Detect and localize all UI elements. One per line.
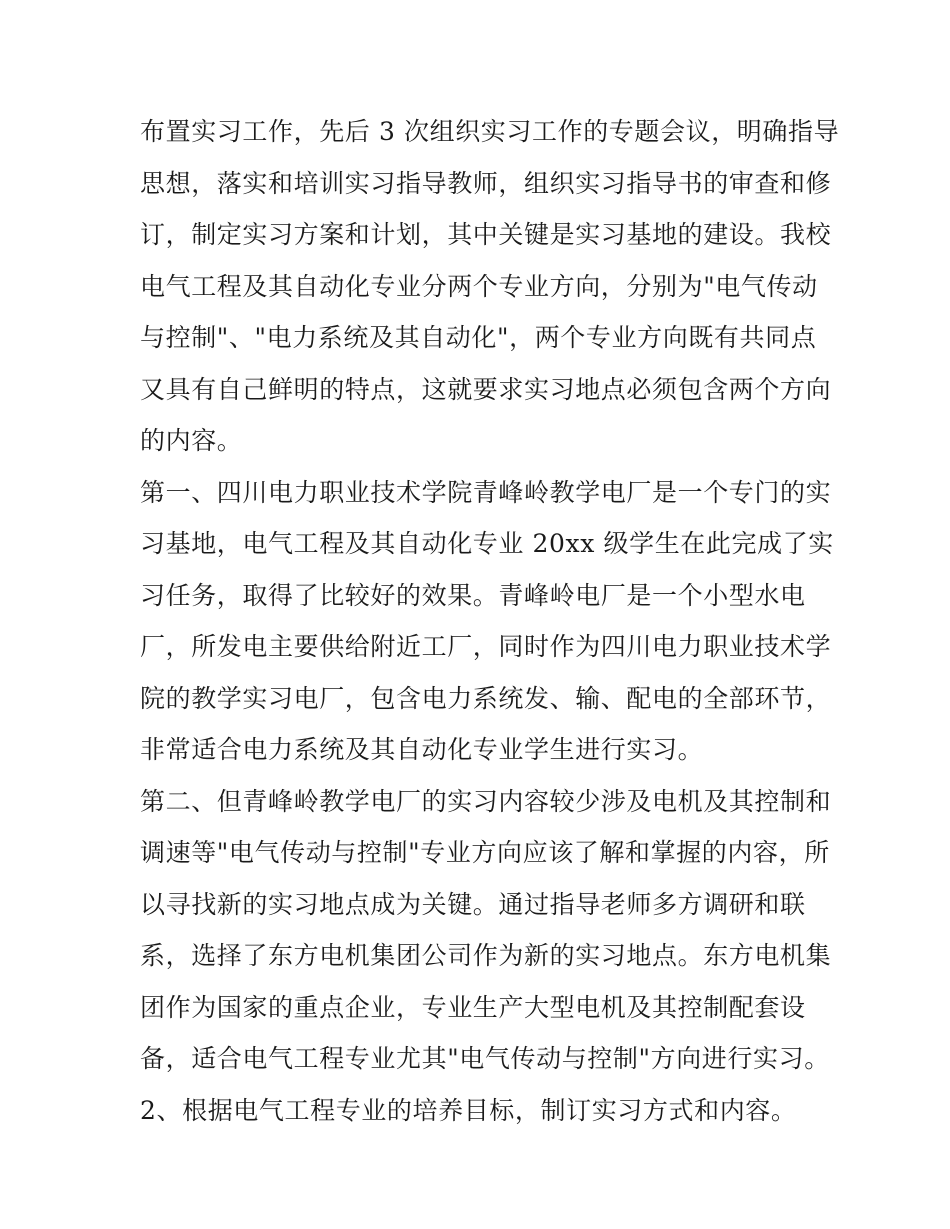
text-line: 又具有自己鲜明的特点，这就要求实习地点必须包含两个方向	[140, 374, 832, 404]
text-line: 电气工程及其自动化专业分两个专业方向，分别为"电气传动	[140, 271, 818, 301]
text-line: 第一、四川电力职业技术学院青峰岭教学电厂是一个专门的实	[140, 477, 832, 507]
text-line: 布置实习工作，先后 3 次组织实习工作的专题会议，明确指导	[140, 117, 840, 146]
text-line: 2、根据电气工程专业的培养目标，制订实习方式和内容。	[140, 1095, 797, 1125]
text-line: 习基地，电气工程及其自动化专业 20xx 级学生在此完成了实	[140, 529, 834, 558]
text-line: 团作为国家的重点企业，专业生产大型电机及其控制配套设	[140, 992, 806, 1022]
text-line: 思想，落实和培训实习指导教师，组织实习指导书的审查和修	[140, 168, 832, 198]
text-line: 以寻找新的实习地点成为关键。通过指导老师多方调研和联	[140, 889, 806, 919]
text-line: 习任务，取得了比较好的效果。青峰岭电厂是一个小型水电	[140, 580, 806, 610]
text-line: 的内容。	[140, 426, 243, 455]
text-line: 订，制定实习方案和计划，其中关键是实习基地的建设。我校	[140, 220, 832, 249]
text-line: 系，选择了东方电机集团公司作为新的实习地点。东方电机集	[140, 941, 832, 970]
text-line: 调速等"电气传动与控制"专业方向应该了解和掌握的内容，所	[140, 838, 830, 867]
text-line: 厂，所发电主要供给附近工厂，同时作为四川电力职业技术学	[140, 632, 832, 661]
text-line: 非常适合电力系统及其自动化专业学生进行实习。	[140, 735, 704, 764]
text-line: 备，适合电气工程专业尤其"电气传动与控制"方向进行实习。	[140, 1044, 830, 1073]
text-line: 第二、但青峰岭教学电厂的实习内容较少涉及电机及其控制和	[140, 786, 832, 816]
body-text	[140, 106, 840, 1136]
text-line: 院的教学实习电厂，包含电力系统发、输、配电的全部环节，	[140, 683, 832, 713]
text-line: 与控制"、"电力系统及其自动化"，两个专业方向既有共同点	[140, 323, 817, 352]
